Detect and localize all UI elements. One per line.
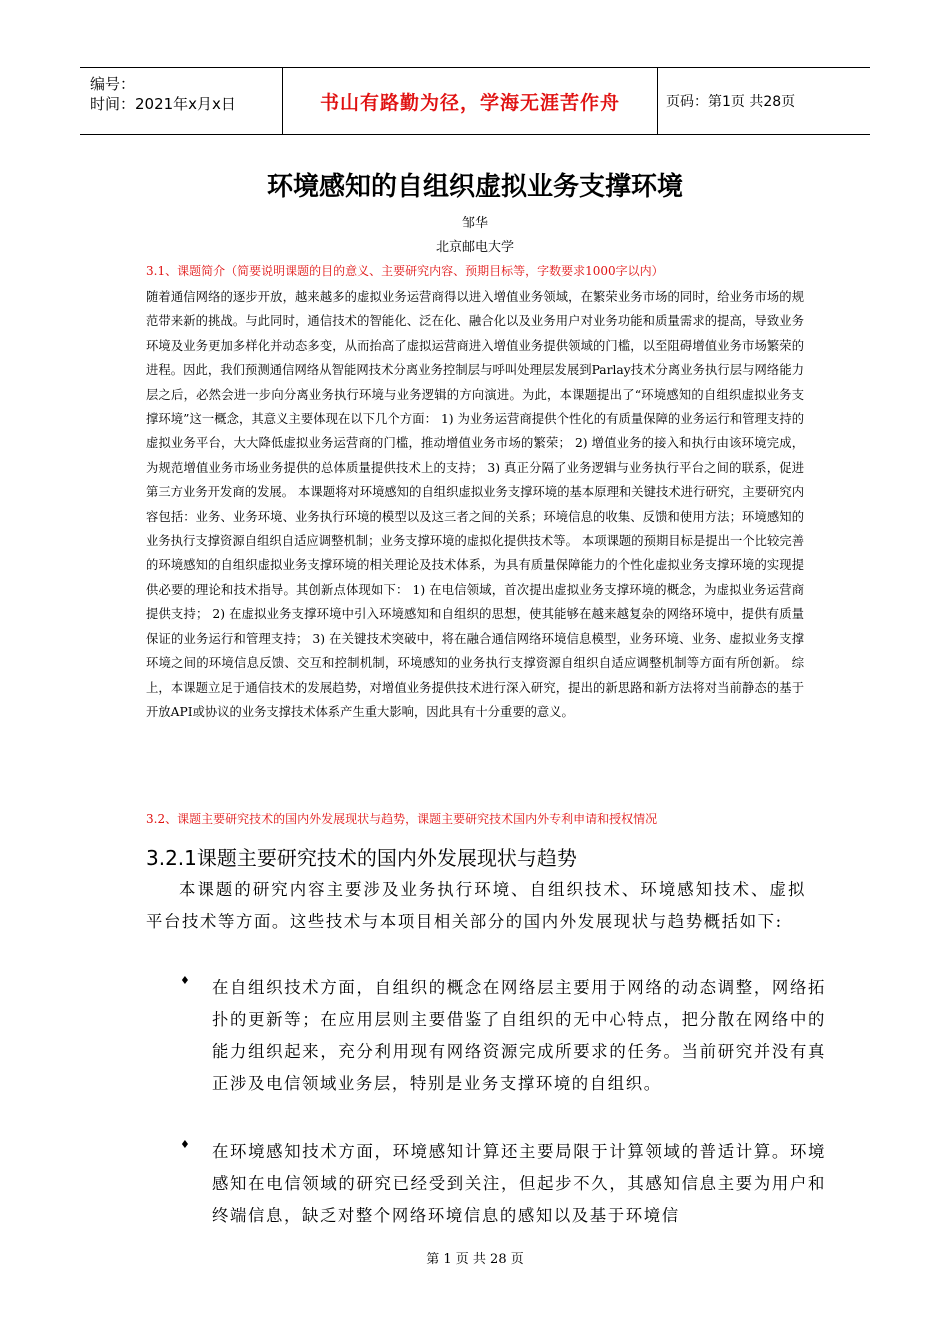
diamond-bullet-icon: ♦ xyxy=(180,1138,190,1151)
affiliation: 北京邮电大学 xyxy=(435,240,514,255)
section-31-heading: 3.1、课题简介（简要说明课题的目的意义、主要研究内容、预期目标等，字数要求1000字以内） xyxy=(146,264,664,278)
list-item xyxy=(146,1136,826,1232)
page-footer: 第 1 页 共 28 页 xyxy=(426,1252,524,1267)
header-page-info: 页码：第1页 共28页 xyxy=(666,94,796,110)
document-header xyxy=(80,67,870,135)
author: 邹华 xyxy=(461,216,488,231)
header-meta xyxy=(80,68,283,134)
section-321-intro: 本课题的研究内容主要涉及业务执行环境、自组织技术、环境感知技术、虚拟平台技术等方面。这些技术与本项目相关部分的国内外发展现状与趋势概括如下: xyxy=(146,880,806,931)
list-item-text: 在环境感知技术方面，环境感知计算还主要局限于计算领域的普适计算。环境感知在电信领域的研究已经受到关注，但起步不久，其感知信息主要为用户和终端信息，缺乏对整个网络环境信息的感知以及基于环境信 xyxy=(212,1142,826,1225)
section-32-heading: 3.2、课题主要研究技术的国内外发展现状与趋势，课题主要研究技术国内外专利申请和授权情况 xyxy=(146,812,658,826)
section-31-body: 随着通信网络的逐步开放，越来越多的虚拟业务运营商得以进入增值业务领域，在繁荣业务市场的同时，给业务市场的规范带来新的挑战。与此同时，通信技术的智能化、泛在化、融合化以及业务用户对业务功能和质量需求的提高，导致业务环境及业务更加多样化并动态多变，从而抬高了虚拟运营商进入增值业务提供领域的门槛，以至阻碍增值业务市场繁荣的进程。因此，我们预测通信网络从智能网技术分离业务控制层与呼叫处理层发展到Parlay技术分离业务执行层与网络能力层之后，必然会进一步向分离业务执行环境与业务逻辑的方向演进。为此，本课题提出了“环境感知的自组织虚拟业务支撑环境”这一概念，其意义主要体现在以下几个方面： 1) 为业务运营商提供个性化的有质量保障的业务运行和管理支持的虚拟业务平台，大大降低虚拟业务运营商的门槛，推动增值业务市场的繁荣； 2) 增值业务的接入和执行由该环境完成，为规范增值业务市场业务提供的总体质量提供技术上的支持； 3) 真正分隔了业务逻辑与业务执行平台之间的联系，促进第三方业务开发商的发展。 本课题将对环境感知的自组织虚拟业务支撑环境的基本原理和关键技术进行研究，主要研究内容包括：业务、业务环境、业务执行环境的模型以及这三者之间的关系；环境信息的收集、反馈和使用方法；环境感知的业务执行支撑资源自组织自适应调整机制；业务支撑环境的虚拟化提供技术等。 本项课题的预期目标是提出一个比较完善的环境感知的自组织虚拟业务支撑环境的相关理论及技术体系，为具有质量保障能力的个性化虚拟业务支撑环境的实现提供必要的理论和技术指导。其创新点体现如下： 1) 在电信领域，首次提出虚拟业务支撑环境的概念，为虚拟业务运营商提供支持； 2) 在虚拟业务支撑环境中引入环境感知和自组织的思想，使其能够在越来越复杂的网络环境中，提供有质量保证的业务运行和管理支持； 3) 在关键技术突破中，将在融合通信网络环境信息模型，业务环境、业务、虚拟业务支撑环境之间的环境信息反馈、交互和控制机制，环境感知的业务执行支撑资源自组织自适应调整机制等方面有所创新。 综上，本课题立足于通信技术的发展趋势，对增值业务提供技术进行深入研究，提出的新思路和新方法将对当前静态的基于开放API或协议的业务支撑技术体系产生重大影响，因此具有十分重要的意义。 xyxy=(146,290,804,719)
diamond-bullet-icon: ♦ xyxy=(180,974,190,987)
list-item xyxy=(146,972,826,1100)
list-item-text: 在自组织技术方面，自组织的概念在网络层主要用于网络的动态调整，网络拓扑的更新等；在应用层则主要借鉴了自组织的无中心特点，把分散在网络中的能力组织起来，充分利用现有网络资源完成所要求的任务。当前研究并没有真正涉及电信领域业务层，特别是业务支撑环境的自组织。 xyxy=(212,978,826,1093)
code-label: 编号： xyxy=(90,75,136,93)
time-label: 时间：2021年x月x日 xyxy=(90,95,236,113)
section-321-heading: 3.2.1课题主要研究技术的国内外发展现状与趋势 xyxy=(146,846,577,870)
document-title: 环境感知的自组织虚拟业务支撑环境 xyxy=(266,172,683,202)
header-motto: 书山有路勤为径，学海无涯苦作舟 xyxy=(283,68,658,134)
